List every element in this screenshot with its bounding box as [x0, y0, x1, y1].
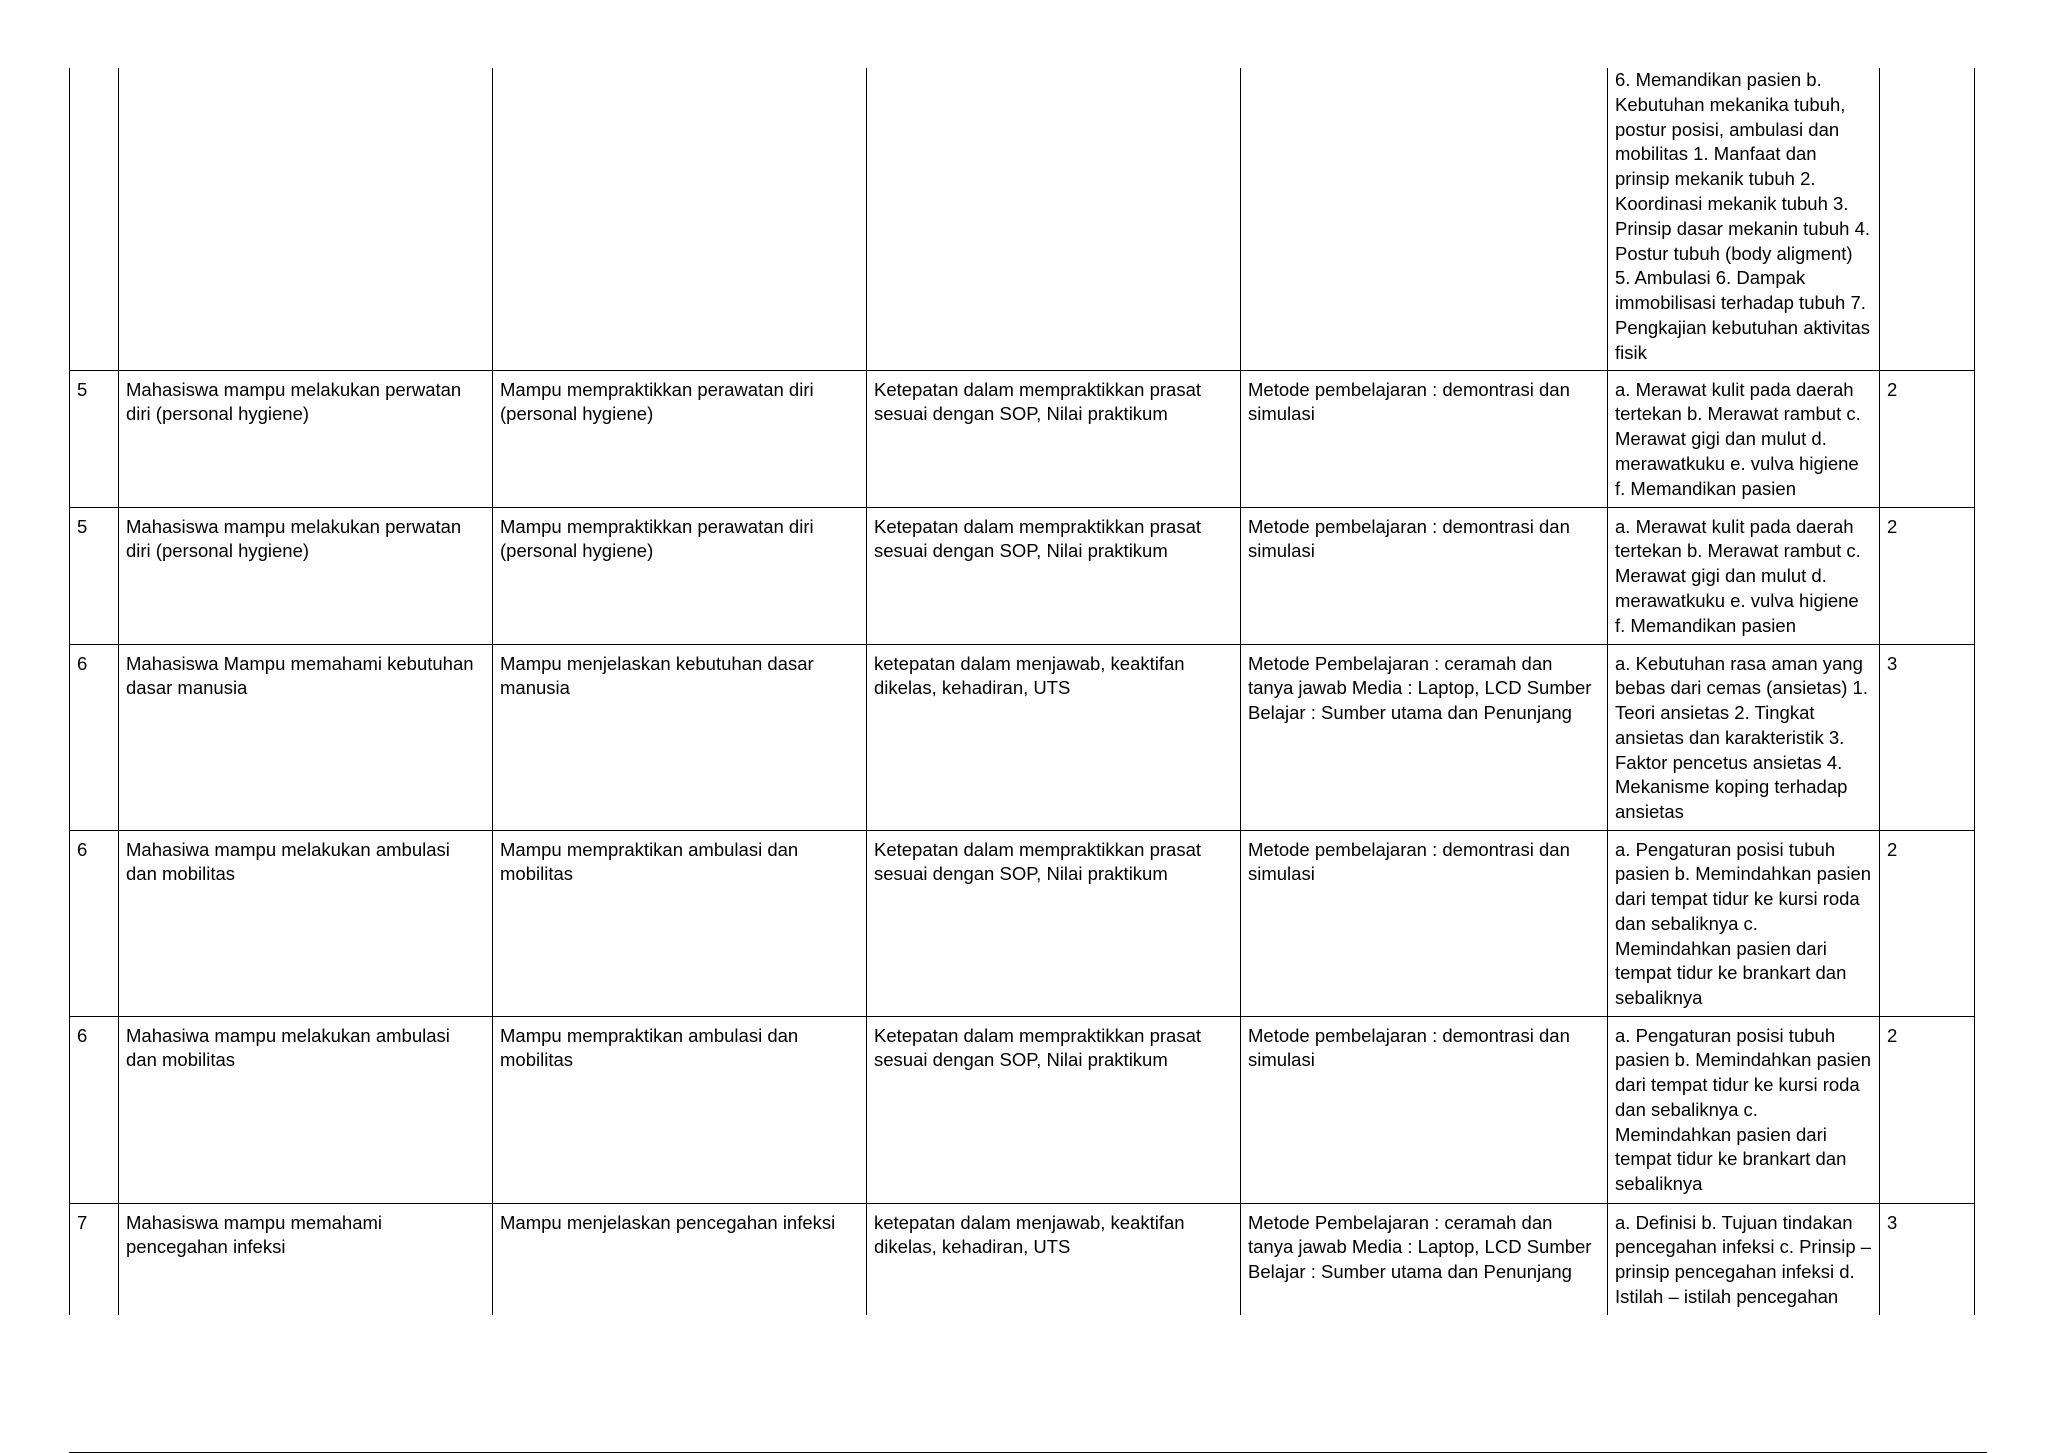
cell-kemampuan-akhir: Mahasiswa mampu memahami pencegahan infeksi — [119, 1203, 493, 1315]
cell-kriteria-penilaian: Ketepatan dalam mempraktikkan prasat sesuai dengan SOP, Nilai praktikum — [867, 507, 1241, 644]
cell-indikator: Mampu menjelaskan kebutuhan dasar manusia — [493, 644, 867, 830]
cell-no: 5 — [70, 370, 119, 507]
cell-indikator: Mampu mempraktikan ambulasi dan mobilitas — [493, 1016, 867, 1203]
cell-materi: a. Merawat kulit pada daerah tertekan b. Merawat rambut c. Merawat gigi dan mulut d. merawatkuku e. vulva higiene f. Memandikan pasien — [1608, 370, 1880, 507]
course-plan-table — [69, 68, 1975, 1315]
cell-bobot: 3 — [1880, 644, 1975, 830]
cell-kriteria-penilaian: ketepatan dalam menjawab, keaktifan dikelas, kehadiran, UTS — [867, 644, 1241, 830]
cell-bobot: 2 — [1880, 1016, 1975, 1203]
cell-kriteria-penilaian — [867, 68, 1241, 370]
cell-no: 6 — [70, 644, 119, 830]
cell-no: 5 — [70, 507, 119, 644]
cell-kemampuan-akhir: Mahasiwa mampu melakukan ambulasi dan mobilitas — [119, 830, 493, 1016]
cell-indikator: Mampu mempraktikan ambulasi dan mobilitas — [493, 830, 867, 1016]
cell-no — [70, 68, 119, 370]
cell-indikator — [493, 68, 867, 370]
cell-no: 6 — [70, 1016, 119, 1203]
cell-materi: a. Pengaturan posisi tubuh pasien b. Memindahkan pasien dari tempat tidur ke kursi roda dan sebaliknya c. Memindahkan pasien dari tempat tidur ke brankart dan sebaliknya — [1608, 830, 1880, 1016]
cell-metode — [1241, 68, 1608, 370]
cell-kemampuan-akhir: Mahasiswa mampu melakukan perwatan diri (personal hygiene) — [119, 507, 493, 644]
cell-kriteria-penilaian: ketepatan dalam menjawab, keaktifan dikelas, kehadiran, UTS — [867, 1203, 1241, 1315]
cell-bobot — [1880, 68, 1975, 370]
cell-bobot: 2 — [1880, 830, 1975, 1016]
cell-indikator: Mampu mempraktikkan perawatan diri (personal hygiene) — [493, 370, 867, 507]
cell-bobot: 2 — [1880, 370, 1975, 507]
cell-metode: Metode pembelajaran : demontrasi dan simulasi — [1241, 370, 1608, 507]
cell-bobot: 2 — [1880, 507, 1975, 644]
cell-metode: Metode pembelajaran : demontrasi dan simulasi — [1241, 507, 1608, 644]
cell-materi: a. Definisi b. Tujuan tindakan pencegahan infeksi c. Prinsip – prinsip pencegahan infeksi d. Istilah – istilah pencegahan — [1608, 1203, 1880, 1315]
cell-indikator: Mampu menjelaskan pencegahan infeksi — [493, 1203, 867, 1315]
table-row — [70, 830, 1975, 1016]
cell-kemampuan-akhir: Mahasiswa Mampu memahami kebutuhan dasar manusia — [119, 644, 493, 830]
cell-materi: 6. Memandikan pasien b. Kebutuhan mekanika tubuh, postur posisi, ambulasi dan mobilitas 1. Manfaat dan prinsip mekanik tubuh 2. Koordinasi mekanik tubuh 3. Prinsip dasar mekanin tubuh 4. Postur tubuh (body aligment) 5. Ambulasi 6. Dampak immobilisasi terhadap tubuh 7. Pengkajian kebutuhan aktivitas fisik — [1608, 68, 1880, 370]
table-row — [70, 507, 1975, 644]
cell-kriteria-penilaian: Ketepatan dalam mempraktikkan prasat sesuai dengan SOP, Nilai praktikum — [867, 1016, 1241, 1203]
cell-metode: Metode Pembelajaran : ceramah dan tanya jawab Media : Laptop, LCD Sumber Belajar : Sumber utama dan Penunjang — [1241, 1203, 1608, 1315]
cell-kemampuan-akhir — [119, 68, 493, 370]
cell-metode: Metode pembelajaran : demontrasi dan simulasi — [1241, 830, 1608, 1016]
table-row — [70, 1203, 1975, 1315]
table-row — [70, 644, 1975, 830]
cell-materi: a. Kebutuhan rasa aman yang bebas dari cemas (ansietas) 1. Teori ansietas 2. Tingkat ansietas dan karakteristik 3. Faktor pencetus ansietas 4. Mekanisme koping terhadap ansietas — [1608, 644, 1880, 830]
table-row — [70, 1016, 1975, 1203]
cell-materi: a. Merawat kulit pada daerah tertekan b. Merawat rambut c. Merawat gigi dan mulut d. merawatkuku e. vulva higiene f. Memandikan pasien — [1608, 507, 1880, 644]
cell-kriteria-penilaian: Ketepatan dalam mempraktikkan prasat sesuai dengan SOP, Nilai praktikum — [867, 370, 1241, 507]
cell-indikator: Mampu mempraktikkan perawatan diri (personal hygiene) — [493, 507, 867, 644]
table-row — [70, 68, 1975, 370]
cell-materi: a. Pengaturan posisi tubuh pasien b. Memindahkan pasien dari tempat tidur ke kursi roda dan sebaliknya c. Memindahkan pasien dari tempat tidur ke brankart dan sebaliknya — [1608, 1016, 1880, 1203]
cell-metode: Metode Pembelajaran : ceramah dan tanya jawab Media : Laptop, LCD Sumber Belajar : Sumber utama dan Penunjang — [1241, 644, 1608, 830]
table-row — [70, 370, 1975, 507]
cell-no: 7 — [70, 1203, 119, 1315]
cell-kemampuan-akhir: Mahasiwa mampu melakukan ambulasi dan mobilitas — [119, 1016, 493, 1203]
cell-kemampuan-akhir: Mahasiswa mampu melakukan perwatan diri (personal hygiene) — [119, 370, 493, 507]
cell-no: 6 — [70, 830, 119, 1016]
cell-kriteria-penilaian: Ketepatan dalam mempraktikkan prasat sesuai dengan SOP, Nilai praktikum — [867, 830, 1241, 1016]
cell-bobot: 3 — [1880, 1203, 1975, 1315]
cell-metode: Metode pembelajaran : demontrasi dan simulasi — [1241, 1016, 1608, 1203]
